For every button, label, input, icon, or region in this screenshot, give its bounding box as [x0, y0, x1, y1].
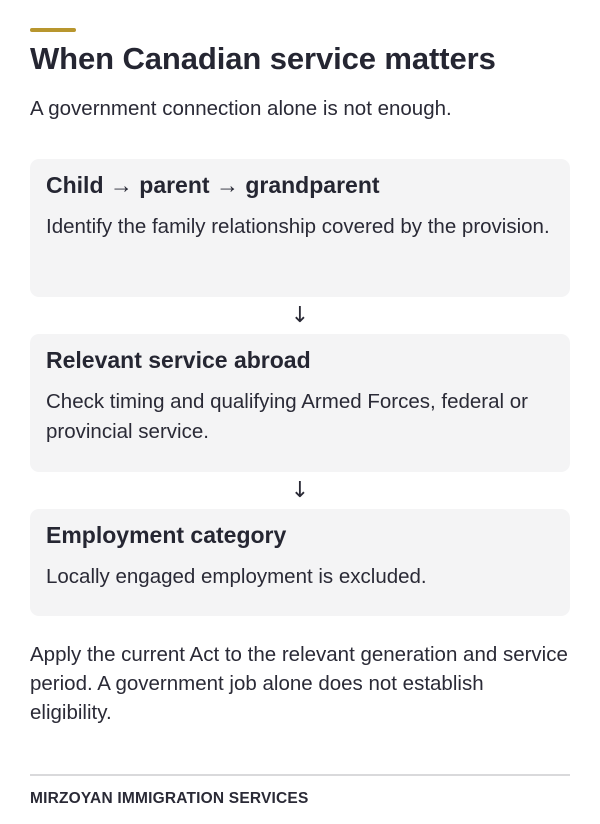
step-card-service-abroad: [30, 334, 570, 472]
step-title: Child → parent → grandparent: [46, 172, 380, 198]
down-arrow-icon: ↓: [290, 478, 310, 503]
accent-bar: [30, 28, 76, 32]
step-description: Locally engaged employment is excluded.: [46, 565, 427, 588]
step-card-employment-category: [30, 509, 570, 616]
page-subtitle: A government connection alone is not enough.: [30, 97, 452, 120]
step-description: Identify the family relationship covered by the provision.: [46, 215, 550, 238]
step-description: Check timing and qualifying Armed Forces, federal or provincial service.: [46, 390, 528, 443]
page-title: When Canadian service matters: [30, 41, 496, 76]
footer: [30, 774, 570, 808]
closing-note: Apply the current Act to the relevant generation and service period. A government job alone does not establish eligibility.: [30, 643, 568, 724]
footer-divider: [30, 774, 570, 776]
page-content: [30, 28, 570, 727]
down-arrow-icon: ↓: [290, 303, 310, 328]
step-title: Relevant service abroad: [46, 347, 311, 373]
step-title: Employment category: [46, 522, 287, 548]
eligibility-flow: [30, 159, 570, 616]
step-card-family-relationship: [30, 159, 570, 297]
brand-name: MIRZOYAN IMMIGRATION SERVICES: [30, 790, 309, 807]
